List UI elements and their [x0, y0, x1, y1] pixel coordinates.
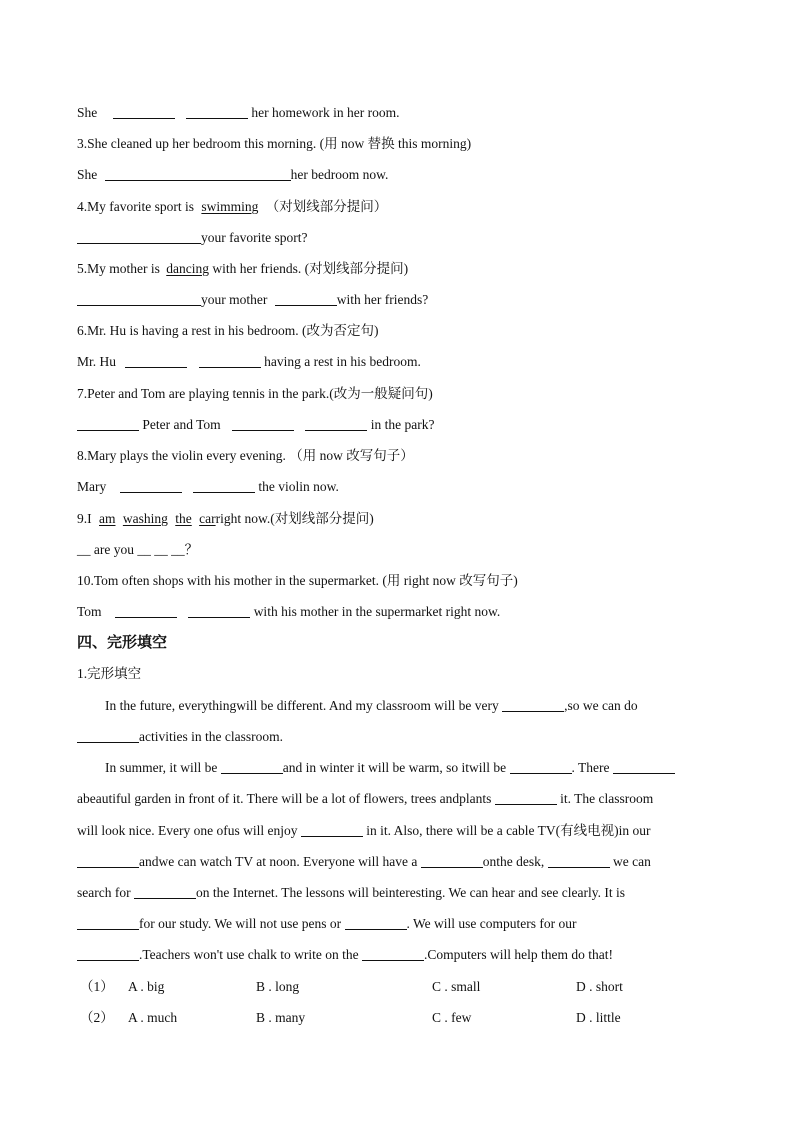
text: Peter and Tom [142, 417, 221, 432]
text: In summer, it will be [105, 760, 218, 775]
text: In the future, everythingwill be different. And my classroom will be very [105, 698, 499, 713]
text: we can [613, 854, 651, 869]
question-9 [77, 510, 724, 528]
text: Mr. Hu [77, 354, 117, 369]
answer-blank[interactable] [232, 416, 294, 431]
question-3 [77, 135, 724, 153]
option-d[interactable]: D . little [576, 1010, 621, 1025]
section-heading: 四、完形填空 [77, 633, 168, 651]
text: and in winter it will be warm, so itwill be [282, 760, 507, 775]
text: with his mother in the supermarket right now. [253, 604, 501, 619]
text: 1.完形填空 [77, 666, 142, 681]
text: __ are you __ __ __？ [77, 542, 199, 557]
option-a[interactable]: A . much [128, 1010, 178, 1025]
answer-blank[interactable] [495, 790, 557, 805]
underlined-word: am [99, 511, 116, 526]
answer-blank[interactable] [362, 946, 424, 961]
answer-blank[interactable] [193, 478, 255, 493]
text: will look nice. Every one ofus will enjoy [77, 823, 298, 838]
answer-blank[interactable] [77, 946, 139, 961]
answer-line-7 [77, 416, 724, 434]
question-text: 10.Tom often shops with his mother in the supermarket. (用 right now 改写句子) [77, 573, 518, 588]
answer-blank[interactable] [77, 229, 201, 244]
answer-blank[interactable] [199, 353, 261, 368]
text: search for [77, 885, 131, 900]
passage-line [77, 884, 724, 902]
text: . There [571, 760, 610, 775]
text: her homework in her room. [251, 105, 400, 120]
answer-line-3 [77, 166, 724, 184]
answer-blank[interactable] [77, 416, 139, 431]
text: andwe can watch TV at noon. Everyone will have a [139, 854, 418, 869]
answer-blank[interactable] [345, 915, 407, 930]
answer-blank[interactable] [125, 353, 187, 368]
passage-line [105, 697, 724, 715]
answer-blank[interactable] [120, 478, 182, 493]
text: abeautiful garden in front of it. There will be a lot of flowers, trees andplants [77, 791, 492, 806]
text: her bedroom now. [290, 167, 389, 182]
answer-blank[interactable] [105, 166, 291, 181]
text: activities in the classroom. [139, 729, 283, 744]
answer-blank[interactable] [77, 291, 201, 306]
answer-blank[interactable] [186, 104, 248, 119]
answer-blank[interactable] [113, 104, 175, 119]
question-text: 5.My mother is [77, 261, 160, 276]
text: She [77, 167, 98, 182]
text: .Computers will help them do that! [424, 947, 614, 962]
answer-blank[interactable] [221, 759, 283, 774]
answer-blank[interactable] [510, 759, 572, 774]
text: in it. Also, there will be a cable TV(有线电视)in our [366, 823, 651, 838]
answer-blank[interactable] [188, 603, 250, 618]
option-c[interactable]: C . few [432, 1010, 472, 1025]
text: onthe desk, [482, 854, 545, 869]
question-text: 6.Mr. Hu is having a rest in his bedroom. (改为否定句) [77, 323, 379, 338]
text: your mother [201, 292, 268, 307]
text: your favorite sport? [201, 230, 308, 245]
question-instruction: （对划线部分提问） [265, 199, 388, 214]
answer-blank[interactable] [134, 884, 196, 899]
option-b[interactable]: B . long [256, 979, 300, 994]
question-instruction: with her friends. (对划线部分提问) [212, 261, 409, 276]
answer-blank[interactable] [548, 853, 610, 868]
text: on the Internet. The lessons will beinteresting. We can hear and see clearly. It is [195, 885, 625, 900]
text: She [77, 105, 98, 120]
question-text: 8.Mary plays the violin every evening. （用 now 改写句子） [77, 448, 414, 463]
underlined-word: swimming [201, 199, 259, 214]
answer-blank[interactable] [275, 291, 337, 306]
underlined-word: the [175, 511, 192, 526]
option-d[interactable]: D . short [576, 979, 623, 994]
question-text: 9.I [77, 511, 92, 526]
answer-line-9 [77, 541, 724, 559]
passage-line [77, 915, 724, 933]
question-8 [77, 447, 724, 465]
text: . We will use computers for our [406, 916, 577, 931]
text: .Teachers won't use chalk to write on the [139, 947, 359, 962]
passage-line [105, 759, 724, 777]
underlined-word: washing [122, 511, 168, 526]
text: having a rest in his bedroom. [264, 354, 421, 369]
text: it. The classroom [560, 791, 654, 806]
answer-line-8 [77, 478, 724, 496]
option-b[interactable]: B . many [256, 1010, 306, 1025]
text: in the park? [370, 417, 435, 432]
answer-line-10 [77, 603, 724, 621]
answer-blank[interactable] [77, 728, 139, 743]
option-c[interactable]: C . small [432, 979, 481, 994]
option-a[interactable]: A . big [128, 979, 165, 994]
text: ,so we can do [564, 698, 638, 713]
underlined-word: dancing [166, 261, 209, 276]
question-text: 3.She cleaned up her bedroom this morning. (用 now 替换 this morning) [77, 136, 472, 151]
answer-blank[interactable] [115, 603, 177, 618]
text: with her friends? [336, 292, 429, 307]
question-6 [77, 322, 724, 340]
option-number: （2） [80, 1010, 114, 1025]
answer-blank[interactable] [613, 759, 675, 774]
answer-blank[interactable] [77, 915, 139, 930]
answer-blank[interactable] [301, 822, 363, 837]
passage-line [77, 853, 724, 871]
passage-line [77, 728, 724, 746]
question-instruction: right now.(对划线部分提问) [215, 511, 374, 526]
question-text: 4.My favorite sport is [77, 199, 194, 214]
answer-line-2 [77, 104, 724, 122]
question-text: 7.Peter and Tom are playing tennis in the park.(改为一般疑问句) [77, 386, 433, 401]
answer-line-5 [77, 291, 724, 309]
underlined-word: car [199, 511, 216, 526]
answer-blank[interactable] [305, 416, 367, 431]
question-7 [77, 385, 724, 403]
passage-line [77, 946, 724, 964]
passage-line [77, 790, 724, 808]
text: the violin now. [258, 479, 339, 494]
answer-line-4 [77, 229, 724, 247]
text: for our study. We will not use pens or [139, 916, 342, 931]
passage-line [77, 822, 724, 840]
question-5 [77, 260, 724, 278]
answer-blank[interactable] [502, 697, 564, 712]
answer-blank[interactable] [77, 853, 139, 868]
question-4 [77, 198, 724, 216]
section-subheading [77, 665, 724, 683]
answer-blank[interactable] [421, 853, 483, 868]
answer-line-6 [77, 353, 724, 371]
option-number: （1） [80, 979, 114, 994]
text: Mary [77, 479, 107, 494]
text: Tom [77, 604, 102, 619]
question-10 [77, 572, 724, 590]
